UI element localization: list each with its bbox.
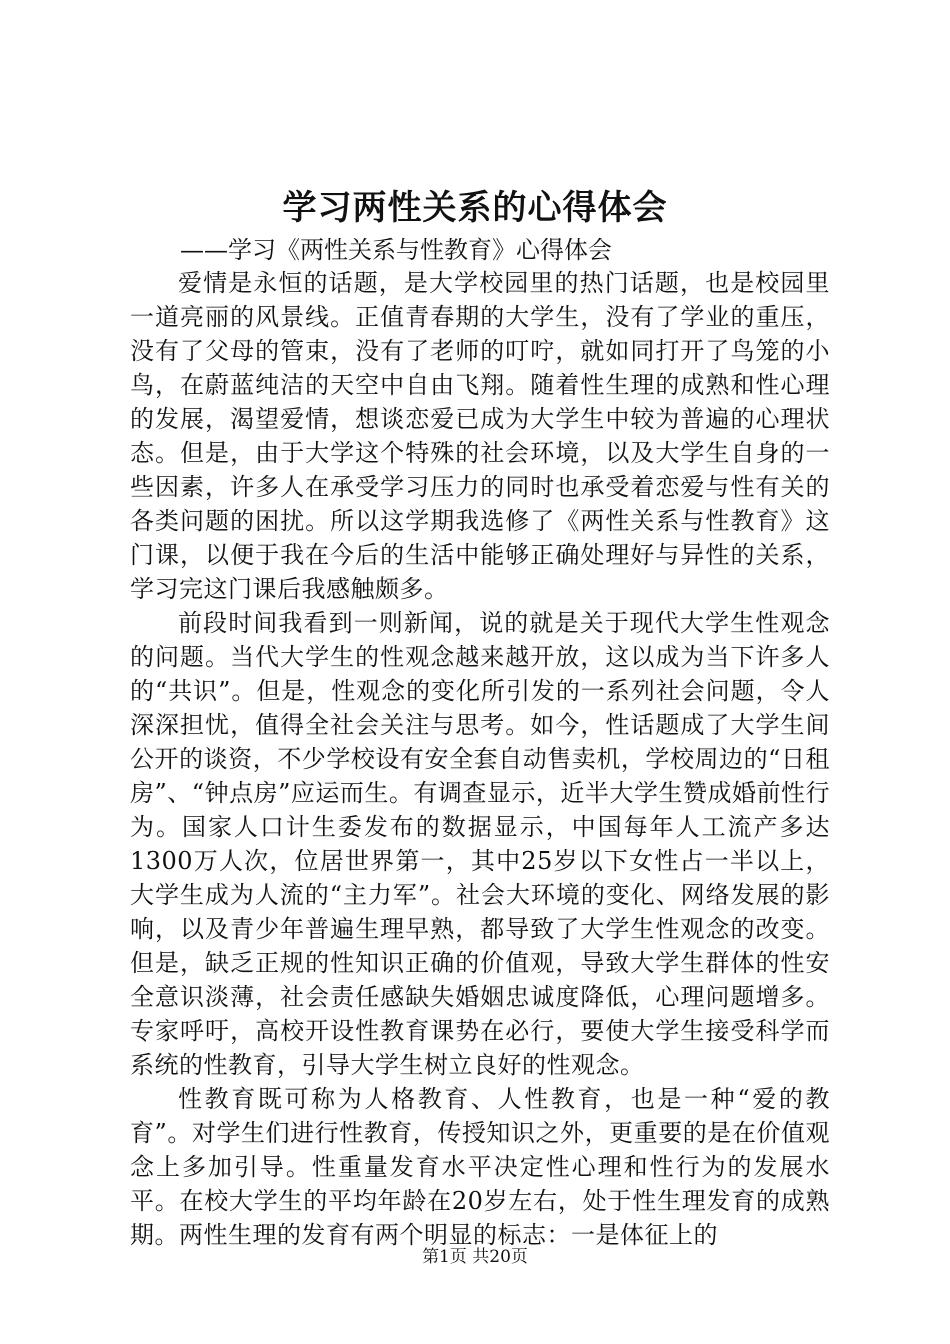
document-title: 学习两性关系的心得体会	[282, 188, 668, 228]
document-subtitle: ——学习《两性关系与性教育》心得体会	[180, 236, 612, 264]
paragraph-1: 爱情是永恒的话题，是大学校园里的热门话题，也是校园里一道亮丽的风景线。正值青春期的大学生，没有了学业的重压，没有了父母的管束，没有了老师的叮咛，就如同打开了鸟笼的小鸟，在蔚蓝纯洁的天空中自由飞翔。随着性生理的成熟和性心理的发展，渴望爱情，想谈恋爱已成为大学生中较为普遍的心理状态。但是，由于大学这个特殊的社会环境，以及大学生自身的一些因素，许多人在承受学习压力的同时也承受着恋爱与性有关的各类问题的困扰。所以这学期我选修了《两性关系与性教育》这门课，以便于我在今后的生活中能够正确处理好与异性的关系，学习完这门课后我感触颇多。	[130, 269, 830, 603]
paragraph-2: 前段时间我看到一则新闻，说的就是关于现代大学生性观念的问题。当代大学生的性观念越来越开放，这以成为当下许多人的“共识”。但是，性观念的变化所引发的一系列社会问题，令人深深担忧，值得全社会关注与思考。如今，性话题成了大学生间公开的谈资，不少学校设有安全套自动售卖机，学校周边的“日租房”、“钟点房”应运而生。有调查显示，近半大学生赞成婚前性行为。国家人口计生委发布的数据显示，中国每年人工流产多达1300万人次，位居世界第一，其中25岁以下女性占一半以上，大学生成为人流的“主力军”。社会大环境的变化、网络发展的影响，以及青少年普遍生理早熟，都导致了大学生性观念的改变。但是，缺乏正规的性知识正确的价值观，导致大学生群体的性安全意识淡薄，社会责任感缺失婚姻忠诚度降低，心理问题增多。专家呼吁，高校开设性教育课势在必行，要使大学生接受科学而系统的性教育，引导大学生树立良好的性观念。	[130, 609, 830, 1079]
page-number: 第1页 共20页	[422, 1247, 528, 1267]
document-body	[130, 266, 830, 1252]
paragraph-3: 性教育既可称为人格教育、人性教育，也是一种“爱的教育”。对学生们进行性教育，传授知识之外，更重要的是在价值观念上多加引导。性重量发育水平决定性心理和性行为的发展水平。在校大学生的平均年龄在20岁左右，处于性生理发育的成熟期。两性生理的发育有两个明显的标志：一是体征上的	[130, 1085, 830, 1249]
